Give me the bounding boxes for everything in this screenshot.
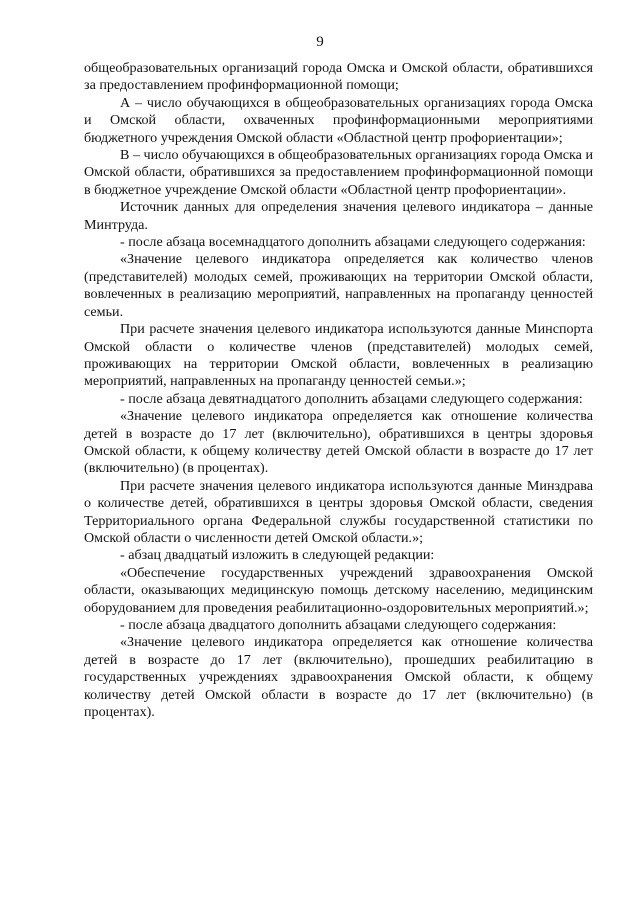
paragraph-amendment-19: - после абзаца девятнадцатого дополнить абзацами следующего содержания: <box>120 390 583 407</box>
paragraph-indicator-health-centers: «Значение целевого индикатора определяется как отношение количества детей в возрасте до 17 лет (включительно), обратившихся в центры здоровья Омской области, к общему количеству детей Омской области в возрасте до 17 лет (включительно) (в процентах). <box>84 408 593 477</box>
page-number: 9 <box>316 34 324 50</box>
paragraph-calc-health-centers: При расчете значения целевого индикатора используются данные Минздрава о количестве детей, обратившихся в центры здоровья Омской области, сведения Территориального органа Федеральной службы государственной статистики по Омской области о численности детей Омской области.»; <box>84 477 593 546</box>
paragraph-data-source: Источник данных для определения значения целевого индикатора – данные Минтруда. <box>84 199 593 233</box>
paragraph-definition-a: А – число обучающихся в общеобразовательных организациях города Омска и Омской области, охваченных профинформационными мероприятиями бюджетного учреждения Омской области «Областной центр профориентации»; <box>84 94 593 146</box>
document-body <box>84 60 593 721</box>
paragraph-indicator-families: «Значение целевого индикатора определяется как количество членов (представителей) молодых семей, проживающих на территории Омской области, вовлеченных в реализацию мероприятий, направленных на пропаганду ценностей семьи. <box>84 251 593 320</box>
paragraph-amendment-18: - после абзаца восемнадцатого дополнить абзацами следующего содержания: <box>120 234 586 251</box>
paragraph-amendment-after-20: - после абзаца двадцатого дополнить абзацами следующего содержания: <box>120 617 557 633</box>
paragraph-indicator-rehabilitation: «Значение целевого индикатора определяется как отношение количества детей в возрасте до 17 лет (включительно), прошедших реабилитацию в государственных учреждениях здравоохранения Омской области, к общему количеству детей Омской области в возрасте до 17 лет (включительно) (в процентах). <box>84 634 593 721</box>
paragraph-continuation: общеобразовательных организаций города Омска и Омской области, обратившихся за предоставлением профинформационной помощи; <box>84 60 593 94</box>
paragraph-calc-families: При расчете значения целевого индикатора используются данные Минспорта Омской области о количестве членов (представителей) молодых семей, проживающих на территории Омской области, вовлеченных в реализацию мероприятий, направленных на пропаганду ценностей семьи.»; <box>84 321 593 390</box>
paragraph-equipment: «Обеспечение государственных учреждений здравоохранения Омской области, оказывающих медицинскую помощь детскому населению, медицинским оборудованием для проведения реабилитационно-оздоровительных мероприятий.»; <box>84 564 593 616</box>
paragraph-definition-b: В – число обучающихся в общеобразовательных организациях города Омска и Омской области, обратившихся за предоставлением профинформационной помощи в бюджетное учреждение Омской области «Областной центр профориентации». <box>84 147 593 198</box>
paragraph-amendment-20: - абзац двадцатый изложить в следующей редакции: <box>120 547 435 564</box>
